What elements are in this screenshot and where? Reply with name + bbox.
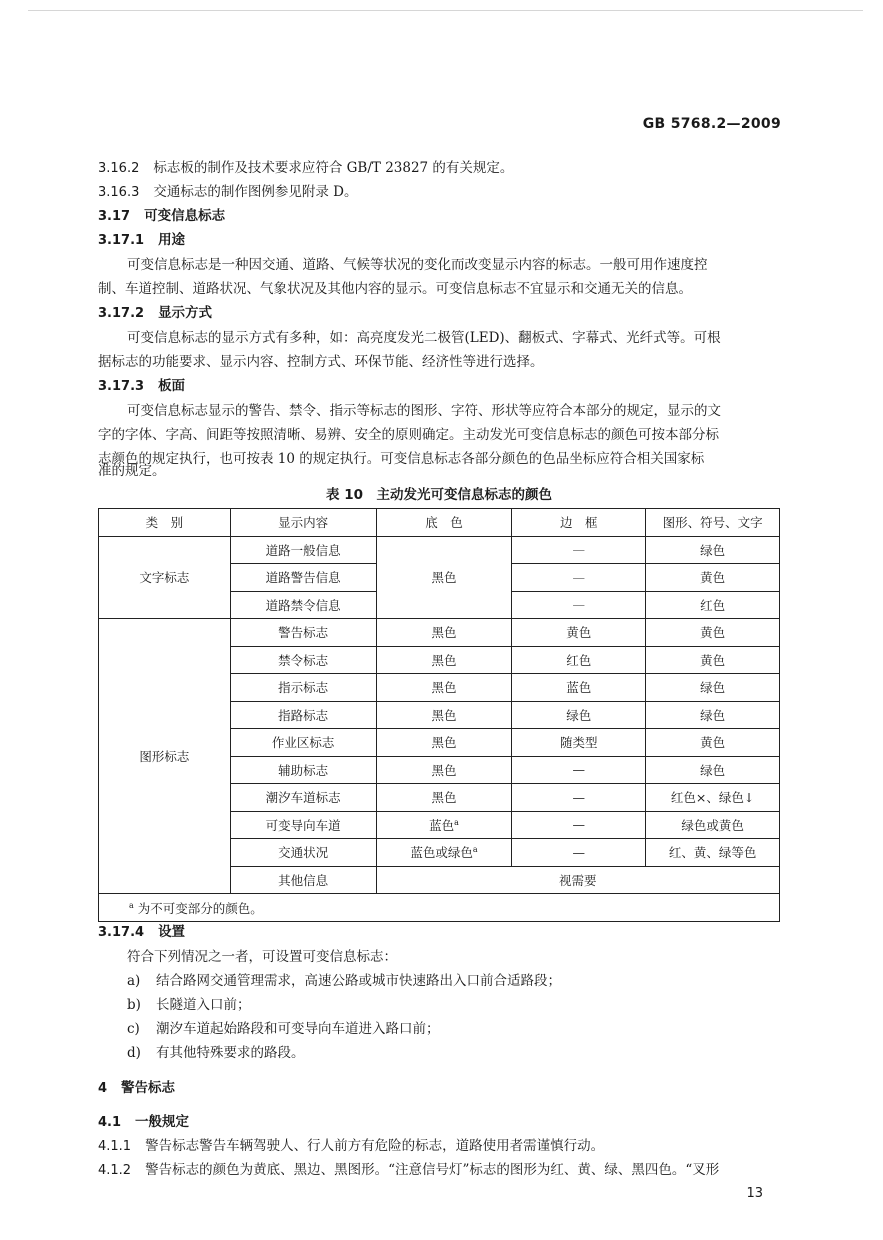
background-cell: 黑色	[376, 646, 512, 674]
graphic-cell: 绿色	[646, 536, 780, 564]
content-cell: 道路一般信息	[230, 536, 376, 564]
paragraph-line: 字的字体、字高、间距等按照清晰、易辨、安全的原则确定。主动发光可变信息标志的颜色可按本部分标	[98, 427, 719, 443]
table-row	[99, 619, 780, 647]
content-cell: 辅助标志	[230, 756, 376, 784]
background-cell: 黑色	[376, 756, 512, 784]
heading-3-17-2: 3.17.2 显示方式	[98, 305, 213, 321]
graphic-cell: 绿色	[646, 674, 780, 702]
graphic-cell: 黄色	[646, 619, 780, 647]
content-cell: 警告标志	[230, 619, 376, 647]
heading-3-17: 3.17 可变信息标志	[98, 208, 226, 224]
list-item: b) 长隧道入口前；	[127, 997, 251, 1013]
border-cell: —	[512, 564, 646, 592]
content-cell: 潮汐车道标志	[230, 784, 376, 812]
graphic-cell: 绿色	[646, 701, 780, 729]
table-10	[98, 508, 780, 922]
paragraph-line: 志颜色的规定执行，也可按表 10 的规定执行。可变信息标志各部分颜色的色品坐标应符合相关国家标	[98, 451, 705, 467]
paragraph-line: 据标志的功能要求、显示内容、控制方式、环保节能、经济性等进行选择。	[98, 354, 544, 370]
border-cell: —	[512, 784, 646, 812]
page-number: 13	[746, 1186, 763, 1201]
content-cell: 作业区标志	[230, 729, 376, 757]
background-cell: 蓝色$^a$	[376, 811, 512, 839]
heading-4: 4 警告标志	[98, 1080, 176, 1096]
top-rule	[28, 10, 863, 11]
list-item: d) 有其他特殊要求的路段。	[127, 1045, 305, 1061]
category-cell: 文字标志	[99, 536, 231, 619]
paragraph-line: 可变信息标志显示的警告、禁令、指示等标志的图形、字符、形状等应符合本部分的规定，显示的文	[127, 403, 721, 419]
border-cell: 绿色	[512, 701, 646, 729]
graphic-cell: 黄色	[646, 646, 780, 674]
footnote-ref: a	[454, 817, 459, 827]
category-cell: 图形标志	[99, 619, 231, 894]
border-cell: —	[512, 756, 646, 784]
content-cell: 可变导向车道	[230, 811, 376, 839]
content-cell: 指示标志	[230, 674, 376, 702]
table-caption: 表 10 主动发光可变信息标志的颜色	[326, 487, 552, 503]
list-item: c) 潮汐车道起始路段和可变导向车道进入路口前；	[127, 1021, 440, 1037]
paragraph-line: 可变信息标志是一种因交通、道路、气候等状况的变化而改变显示内容的标志。一般可用作速度控	[127, 257, 708, 273]
table-header-row	[99, 509, 780, 537]
heading-3-17-1: 3.17.1 用途	[98, 232, 186, 248]
border-cell: —	[512, 536, 646, 564]
graphic-cell: 红色×、绿色↓	[646, 784, 780, 812]
border-cell: —	[512, 811, 646, 839]
graphic-cell: 绿色	[646, 756, 780, 784]
border-cell: 红色	[512, 646, 646, 674]
header-cell: 边 框	[512, 509, 646, 537]
content-cell: 禁令标志	[230, 646, 376, 674]
header-cell: 显示内容	[230, 509, 376, 537]
content-cell: 其他信息	[230, 866, 376, 894]
content-cell: 交通状况	[230, 839, 376, 867]
clause-3-16-3: 3.16.3 交通标志的制作图例参见附录 D。	[98, 184, 358, 200]
background-cell: 黑色	[376, 784, 512, 812]
table-row	[99, 536, 780, 564]
background-cell: 黑色	[376, 729, 512, 757]
graphic-cell: 黄色	[646, 729, 780, 757]
border-cell: —	[512, 839, 646, 867]
background-cell: 黑色	[376, 536, 512, 619]
heading-4-1: 4.1 一般规定	[98, 1114, 190, 1130]
background-cell: 黑色	[376, 619, 512, 647]
heading-3-17-4: 3.17.4 设置	[98, 924, 186, 940]
graphic-cell: 黄色	[646, 564, 780, 592]
header-cell: 图形、符号、文字	[646, 509, 780, 537]
graphic-cell: 红色	[646, 591, 780, 619]
paragraph-line: 制、车道控制、道路状况、气象状况及其他内容的显示。可变信息标志不宜显示和交通无关的信息。	[98, 281, 692, 297]
list-item: a) 结合路网交通管理需求，高速公路或城市快速路出入口前合适路段；	[127, 973, 561, 989]
clause-4-1-1: 4.1.1 警告标志警告车辆驾驶人、行人前方有危险的标志，道路使用者需谨慎行动。	[98, 1138, 605, 1154]
border-cell: 蓝色	[512, 674, 646, 702]
clause-4-1-2: 4.1.2 警告标志的颜色为黄底、黑边、黑图形。“注意信号灯”标志的图形为红、黄、绿、黑四色。“叉形	[98, 1162, 720, 1178]
content-cell: 指路标志	[230, 701, 376, 729]
graphic-cell: 绿色或黄色	[646, 811, 780, 839]
paragraph-line: 符合下列情况之一者，可设置可变信息标志：	[127, 949, 397, 965]
table-footnote: $^a$ 为不可变部分的颜色。	[99, 894, 780, 922]
background-cell: 黑色	[376, 674, 512, 702]
content-cell: 道路警告信息	[230, 564, 376, 592]
paragraph-line: 准的规定。	[98, 463, 166, 479]
border-cell: 随类型	[512, 729, 646, 757]
paragraph-line: 可变信息标志的显示方式有多种，如：高亮度发光二极管(LED)、翻板式、字幕式、光纤式等。可根	[127, 330, 721, 346]
content-cell: 道路禁令信息	[230, 591, 376, 619]
border-cell: —	[512, 591, 646, 619]
footnote-ref: a	[472, 845, 478, 855]
standard-code: GB 5768.2—2009	[642, 116, 781, 132]
border-cell: 黄色	[512, 619, 646, 647]
clause-3-16-2: 3.16.2 标志板的制作及技术要求应符合 GB/T 23827 的有关规定。	[98, 160, 514, 176]
header-cell: 类 别	[99, 509, 231, 537]
graphic-cell: 红、黄、绿等色	[646, 839, 780, 867]
merged-cell: 视需要	[376, 866, 779, 894]
background-cell: 蓝色或绿色$^a$	[376, 839, 512, 867]
header-cell: 底 色	[376, 509, 512, 537]
background-cell: 黑色	[376, 701, 512, 729]
heading-3-17-3: 3.17.3 板面	[98, 378, 186, 394]
table-footnote-row	[99, 894, 780, 922]
